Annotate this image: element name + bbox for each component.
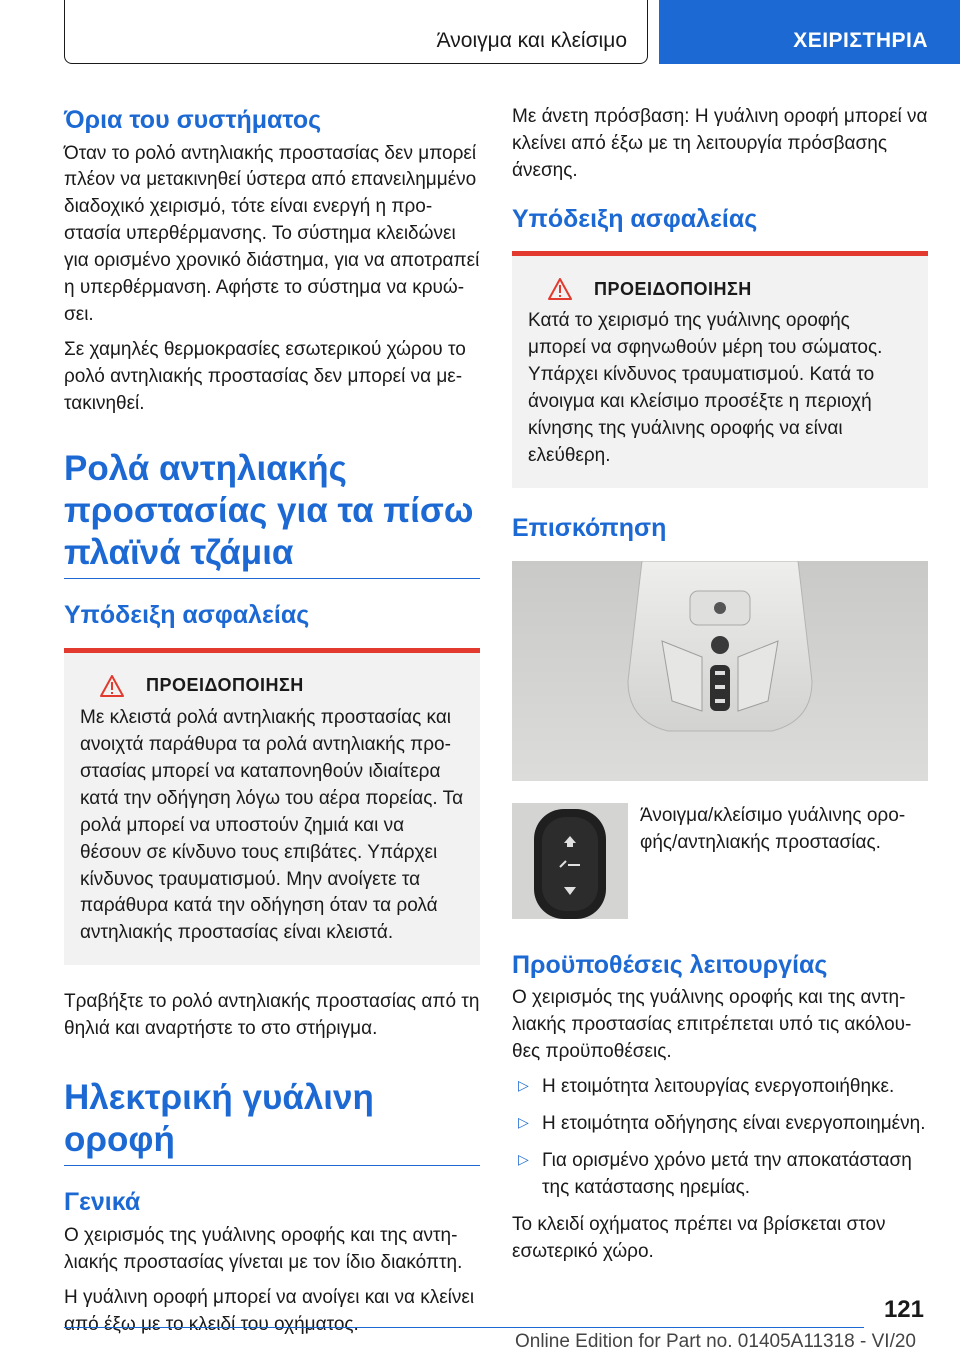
page-number: 121 [883,1296,924,1323]
heading-general: Γενικά [64,1188,141,1217]
heading-glass-roof: Ηλεκτρική γυάλινη οροφή [64,1078,374,1160]
warning-text: Με κλειστά ρολά αντηλιακής προστασίας και ανοιχτά παράθυρα τα ρολά αντηλιακής προστασίας μπορεί να καταπονηθούν ιδιαίτερα κατά την οδήγηση λόγω του αέρα πορείας. Τα ρολά μπορεί να υποστούν ζημιά και να θέσουν σε κίνδυνο τους επιβάτες. Υπάρχει κίνδυνος τραυματισμού. Μην ανοίγετε τα παράθυρα κατά την οδήγηση όταν τα ρολά αντηλιακής προστασίας είναι κλειστά. [80,706,464,944]
paragraph: Το κλειδί οχήματος πρέπει να βρίσκεται στον εσωτερικό χώρο. [512,1214,886,1262]
roof-console-photo [512,561,928,781]
warning-title: ΠΡΟΕΙΔΟΠΟΙΗΣΗ [594,278,752,299]
edition-footer: Online Edition for Part no. 01405A11318 - VI/20 [514,1331,916,1352]
paragraph: Ο χειρισμός της γυάλινης οροφής και της αντηλιακής προστασίας γίνεται με τον ίδιο διακόπτη. [64,1224,463,1273]
paragraph: Τραβήξτε το ρολό αντηλιακής προστασίας από τη θηλιά και αναρτήστε το στο στήριγμα. [64,991,480,1040]
caption-row [512,803,928,919]
left-column [64,104,480,1347]
paragraph: Ο χειρισμός της γυάλινης οροφής και της αντηλιακής προστασίας επιτρέπεται υπό τις ακόλουθες προϋποθέσεις. [512,987,912,1063]
triangle-bullet-icon: ▷ [518,1114,529,1131]
list-item: ▷ Για ορισμένο χρόνο μετά την αποκατάσταση της κατάστασης ηρεμίας. [518,1150,912,1199]
warning-text: Κατά το χειρισμό της γυάλινης οροφής μπορεί να σφηνωθούν μέρη του σώματος. Υπάρχει κίνδυνος τραυματισμού. Κατά το άνοιγμα και κλείσιμο προσέξτε η περιοχή κίνησης της γυάλινης οροφής να είναι ελεύθερη. [528,310,883,467]
triangle-bullet-icon: ▷ [518,1151,529,1168]
heading-rear-sunblinds: Ρολά αντηλιακής προστασίας για τα πίσω πλαϊνά τζάμια [64,449,474,573]
footer-rule [64,1327,864,1328]
roof-switch-illustration [512,803,628,919]
paragraph: Όταν το ρολό αντηλιακής προστασίας δεν μπορεί πλέον να μετακινηθεί ύστερα από επανειλημμένο διαδοχικό χειρισμό, τότε είναι ενεργή η προστασία υπερθέρμανσης. Το σύστημα κλειδώνει για ορισμένο χρονικό διάστημα, για να αποτραπεί η υπερθέρμανση. Αφήστε το σύστημα να κρυώσει. [64,142,480,326]
list-item: ▷ Η ετοιμότητα λειτουργίας ενεργοποιήθηκε. [518,1076,895,1098]
warning-box [512,251,928,488]
heading-system-limits: Όρια του συστήματος [64,106,322,134]
list-item: ▷ Η ετοιμότητα οδήγησης είναι ενεργοποιημένη. [518,1113,926,1135]
heading-safety-note: Υπόδειξη ασφαλείας [64,601,310,630]
warning-triangle-icon [100,675,124,697]
prerequisites-list [512,1074,928,1202]
header-section-box [64,0,648,64]
paragraph: Σε χαμηλές θερμοκρασίες εσωτερικού χώρου το ρολό αντηλιακής προστασίας δεν μπορεί να μετακινηθεί. [64,339,466,415]
heading-overview: Επισκόπηση [512,514,667,543]
warning-box [64,648,480,966]
heading-rule [64,1165,480,1166]
right-column [512,104,928,1274]
switch-closeup-photo [512,803,628,919]
section-title: Άνοιγμα και κλείσιμο [436,29,627,52]
paragraph: Με άνετη πρόσβαση: Η γυάλινη οροφή μπορεί να κλείνει από έξω με τη λειτουργία πρόσβασης άνεσης. [512,106,928,181]
paragraph: Η γυάλινη οροφή μπορεί να ανοίγει και να κλείνει από έξω με το κλειδί του οχήματος. [64,1286,475,1335]
warning-triangle-icon [548,278,572,300]
warning-title: ΠΡΟΕΙΔΟΠΟΙΗΣΗ [146,675,304,696]
chapter-tab[interactable]: ΧΕΙΡΙΣΤΗΡΙΑ [659,0,960,64]
heading-safety-note: Υπόδειξη ασφαλείας [512,204,758,233]
figure-caption: Άνοιγμα/κλείσιμο γυάλινης οροφής/αντηλιακής προστασίας. [640,804,906,853]
triangle-bullet-icon: ▷ [518,1077,529,1094]
roof-console-illustration [512,561,928,781]
heading-rule [64,578,480,579]
heading-prerequisites: Προϋποθέσεις λειτουργίας [512,950,828,979]
